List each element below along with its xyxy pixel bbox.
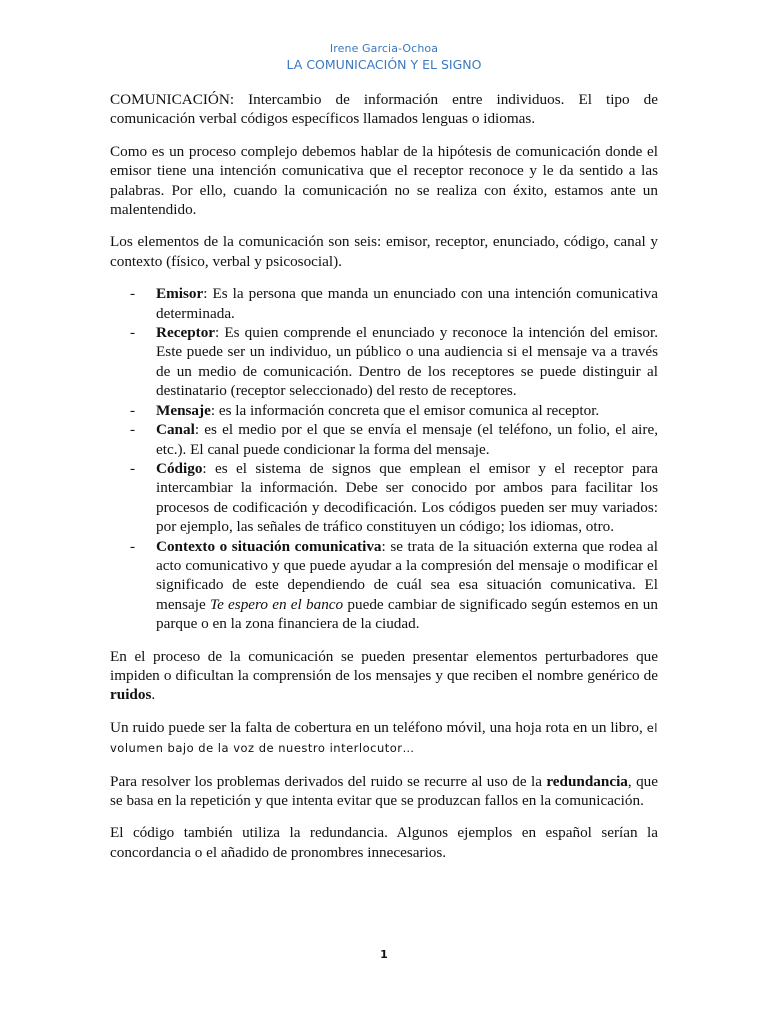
redundancia-text: Para resolver los problemas derivados del ruido se recurre al uso de la [110,772,547,790]
definition-contexto: : se trata de la situación externa que rodea al acto comunicativo y que puede ayudar a la compresión del mensaje o modificar el significado de este dependiendo de cuál sea esa situación comunicativa. El mensaje [156,537,658,613]
definition-emisor: : Es la persona que manda un enunciado con una intención comunicativa determinada. [156,285,658,322]
list-dash: - [130,459,136,477]
list-item-mensaje [110,401,658,420]
list-dash: - [130,537,136,555]
header-title: LA COMUNICACIÓN Y EL SIGNO [286,57,482,72]
definition-codigo: : es el sistema de signos que emplean el emisor y el receptor para intercambiar la información. Debe ser conocido por ambos para facilitar los procesos de codificación y decodificación. Los códigos pueden ser muy variados: por ejemplo, las señales de tráfico constituyen un código; los idiomas, otro. [156,459,658,536]
document-body [110,90,658,862]
header-author: Irene Garcia-Ochoa [329,42,439,55]
definition-mensaje: : es la información concreta que el emisor comunica al receptor. [210,401,600,419]
list-dash: - [130,285,136,303]
paragraph-definition: COMUNICACIÓN: Intercambio de información entre individuos. El tipo de comunicación verbal códigos específicos llamados lenguas o idiomas. [110,91,658,128]
list-item-contexto [110,537,658,634]
ruidos-end: . [151,686,156,704]
ruidos-text: En el proceso de la comunicación se pueden presentar elementos perturbadores que impiden o dificultan la comprensión de los mensajes y que reciben el nombre genérico de [110,647,658,684]
ruidos-term: ruidos [110,686,152,704]
list-dash: - [130,401,136,419]
list-dash: - [130,324,136,342]
definition-receptor: : Es quien comprende el enunciado y reconoce la intención del emisor. Este puede ser un individuo, un público o una audiencia si el mensaje va a través de un medio de comunicación. Dentro de los receptores se puede distinguir al destinatario (receptor seleccionado) del resto de receptores. [156,324,658,400]
example-message: Te espero en el banco [210,595,344,613]
paragraph-elements-intro: Los elementos de la comunicación son seis: emisor, receptor, enunciado, código, canal y contexto (físico, verbal y psicosocial). [110,233,658,270]
ruido-example-text: Un ruido puede ser la falta de cobertura en un teléfono móvil, una hoja rota en un libro, [110,718,647,736]
definition-canal: : es el medio por el que se envía el mensaje (el teléfono, un folio, el aire, etc.). El canal puede condicionar la forma del mensaje. [156,421,658,458]
term-mensaje: Mensaje [156,401,211,419]
list-dash: - [130,421,136,439]
paragraph-ruidos [110,647,658,705]
paragraph-codigo-redundancia: El código también utiliza la redundancia. Algunos ejemplos en español serían la concordancia o el añadido de pronombres innecesarios. [110,824,658,861]
list-item-codigo [110,459,658,537]
page-number: 1 [380,948,388,961]
term-emisor: Emisor [156,285,204,303]
list-item-emisor [110,284,658,323]
definition-contexto-end: puede cambiar de significado según estemos en un parque o en la zona financiera de la ciudad. [156,595,658,633]
paragraph-process: Como es un proceso complejo debemos hablar de la hipótesis de comunicación donde el emisor tiene una intención comunicativa que el receptor reconoce y le da sentido a las palabras. Por ello, cuando la comunicación no se realiza con éxito, estamos ante un malentendido. [110,142,658,219]
redundancia-term: redundancia [546,772,628,790]
paragraph-redundancia [110,772,658,811]
list-item-receptor [110,323,658,401]
list-item-canal [110,420,658,459]
term-receptor: Receptor [156,324,216,342]
ruido-example-continuation: el volumen bajo de la voz de nuestro interlocutor… [110,720,658,756]
elements-list [110,284,658,633]
paragraph-ruido-example [110,718,658,759]
term-contexto: Contexto o situación comunicativa [156,537,382,555]
term-codigo: Código [156,459,203,477]
redundancia-end: , que se basa en la repetición y que intenta evitar que se produzcan fallos en la comunicación. [110,772,658,809]
term-canal: Canal [156,421,195,439]
